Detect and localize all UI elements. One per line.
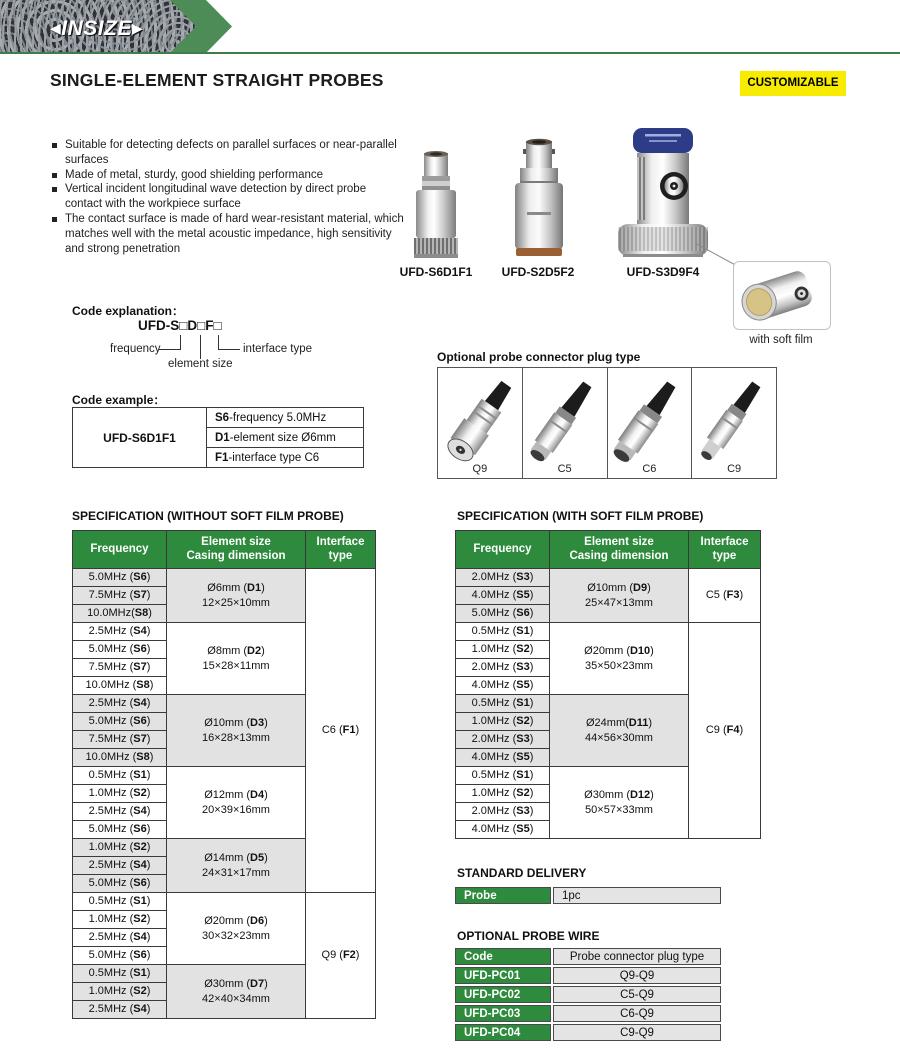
code-example-row: S6-frequency 5.0MHz [207,408,364,428]
diagram-line [218,335,219,349]
wire-row-plug-type: Q9-Q9 [553,967,721,984]
spec-frequency-cell: 2.5MHz (S4) [73,1001,167,1019]
spec-frequency-cell: 10.0MHz (S8) [73,677,167,695]
connector-plug-grid [437,367,777,479]
q9-connector-icon [432,369,527,474]
c6-connector-icon [601,372,690,473]
plug-label-c5: C5 [557,463,572,475]
spec-element-cell: Ø20mm (D6) 30×32×23mm [167,893,306,965]
wire-row-code: UFD-PC02 [455,986,551,1003]
plug-cell-q9 [438,368,523,478]
logo-text: INSIZE [61,17,132,40]
diagram-line [218,349,240,350]
spec-with-title: SPECIFICATION (WITH SOFT FILM PROBE) [457,509,704,523]
insize-logo [50,17,143,41]
features-list [52,138,404,256]
spec-frequency-cell: 1.0MHz (S2) [456,641,550,659]
spec-table-with-soft-film [455,530,761,839]
c5-connector-icon [516,372,605,473]
spec-frequency-cell: 7.5MHz (S7) [73,587,167,605]
spec-header-cell: Frequency [456,531,550,569]
spec-frequency-cell: 1.0MHz (S2) [456,713,550,731]
spec-frequency-cell: 5.0MHz (S6) [73,875,167,893]
spec-frequency-cell: 0.5MHz (S1) [73,893,167,911]
spec-element-cell: Ø8mm (D2) 15×28×11mm [167,623,306,695]
spec-frequency-cell: 5.0MHz (S6) [73,713,167,731]
spec-without-title: SPECIFICATION (WITHOUT SOFT FILM PROBE) [72,509,344,523]
code-example-row: D1-element size Ø6mm [207,428,364,448]
diagram-line [200,335,201,359]
wire-header-plug-type: Probe connector plug type [553,948,721,965]
spec-frequency-cell: 7.5MHz (S7) [73,731,167,749]
wire-row-code: UFD-PC01 [455,967,551,984]
spec-frequency-cell: 1.0MHz (S2) [456,785,550,803]
spec-frequency-cell: 4.0MHz (S5) [456,677,550,695]
probe-label-1: UFD-S6D1F1 [399,265,473,279]
code-explanation-title: Code explanation： [72,304,185,318]
code-example-row: F1-interface type C6 [207,448,364,468]
interface-type-label: interface type [243,343,313,355]
wire-row-code: UFD-PC04 [455,1024,551,1041]
spec-frequency-cell: 2.5MHz (S4) [73,929,167,947]
spec-frequency-cell: 0.5MHz (S1) [73,767,167,785]
spec-frequency-cell: 5.0MHz (S6) [73,569,167,587]
spec-element-cell: Ø10mm (D9) 25×47×13mm [550,569,689,623]
logo-right-arrow-icon: ▶ [131,20,144,36]
frequency-label: frequency [110,343,161,355]
delivery-item-value: 1pc [553,887,721,904]
wire-row-plug-type: C9-Q9 [553,1024,721,1041]
spec-element-cell: Ø30mm (D7) 42×40×34mm [167,965,306,1019]
spec-header-cell: Element size Casing dimension [167,531,306,569]
delivery-item-label: Probe [455,887,551,904]
connector-plug-title: Optional probe connector plug type [437,350,641,364]
spec-frequency-cell: 1.0MHz (S2) [73,839,167,857]
feature-item: Made of metal, sturdy, good shielding performance [52,168,404,183]
element-size-label: element size [168,358,233,370]
probe-label-2: UFD-S2D5F2 [501,265,575,279]
code-example-code: UFD-S6D1F1 [73,408,207,468]
probe-image-ufd-s6d1f1 [404,150,468,267]
spec-frequency-cell: 10.0MHz (S8) [73,749,167,767]
spec-frequency-cell: 4.0MHz (S5) [456,587,550,605]
spec-frequency-cell: 0.5MHz (S1) [456,695,550,713]
logo-left-arrow-icon: ◀ [50,20,62,36]
soft-film-caption: with soft film [749,334,813,346]
spec-element-cell: Ø12mm (D4) 20×39×16mm [167,767,306,839]
soft-film-image-box [733,261,831,330]
spec-frequency-cell: 2.0MHz (S3) [456,569,550,587]
spec-frequency-cell: 0.5MHz (S1) [456,767,550,785]
spec-frequency-cell: 0.5MHz (S1) [73,965,167,983]
spec-frequency-cell: 1.0MHz (S2) [73,785,167,803]
spec-interface-cell: C9 (F4) [689,623,761,839]
wire-header-code: Code [455,948,551,965]
spec-table-without-soft-film [72,530,376,1019]
plug-label-c9: C9 [727,463,742,475]
spec-frequency-cell: 5.0MHz (S6) [73,641,167,659]
wire-row-plug-type: C5-Q9 [553,986,721,1003]
code-example-title: Code example： [72,393,166,407]
standard-delivery-title: STANDARD DELIVERY [457,866,587,880]
spec-interface-cell: C6 (F1) [306,569,376,893]
spec-frequency-cell: 5.0MHz (S6) [456,605,550,623]
spec-element-cell: Ø30mm (D12) 50×57×33mm [550,767,689,839]
wire-row-code: UFD-PC03 [455,1005,551,1022]
spec-element-cell: Ø10mm (D3) 16×28×13mm [167,695,306,767]
diagram-line [180,335,181,349]
plug-cell-c9 [692,368,776,478]
spec-frequency-cell: 1.0MHz (S2) [73,911,167,929]
spec-frequency-cell: 1.0MHz (S2) [73,983,167,1001]
diagram-line [159,349,181,350]
spec-frequency-cell: 4.0MHz (S5) [456,821,550,839]
plug-label-q9: Q9 [472,463,488,475]
header-rule [0,52,900,54]
spec-element-cell: Ø24mm(D11) 44×56×30mm [550,695,689,767]
spec-frequency-cell: 2.0MHz (S3) [456,803,550,821]
spec-frequency-cell: 2.5MHz (S4) [73,803,167,821]
spec-header-cell: Frequency [73,531,167,569]
spec-element-cell: Ø20mm (D10) 35×50×23mm [550,623,689,695]
spec-frequency-cell: 2.0MHz (S3) [456,659,550,677]
wire-row-plug-type: C6-Q9 [553,1005,721,1022]
optional-wire-title: OPTIONAL PROBE WIRE [457,929,600,943]
probe-image-ufd-s2d5f2 [503,138,573,267]
plug-cell-c5 [523,368,608,478]
spec-frequency-cell: 2.5MHz (S4) [73,695,167,713]
probe-label-3: UFD-S3D9F4 [626,265,700,279]
code-pattern: UFD-S□D□F□ [138,318,222,333]
spec-frequency-cell: 2.0MHz (S3) [456,731,550,749]
feature-item: Vertical incident longitudinal wave detection by direct probe contact with the workpiece surface [52,182,404,212]
spec-element-cell: Ø6mm (D1) 12×25×10mm [167,569,306,623]
plug-label-c6: C6 [642,463,657,475]
spec-header-cell: Interface type [689,531,761,569]
spec-header-cell: Element size Casing dimension [550,531,689,569]
feature-item: The contact surface is made of hard wear-resistant material, which matches well with the metal acoustic impedance, high sensitivity and strong penetration [52,212,404,256]
spec-interface-cell: Q9 (F2) [306,893,376,1019]
page-title: SINGLE-ELEMENT STRAIGHT PROBES [50,70,384,90]
optional-wire-table [453,946,723,1043]
spec-frequency-cell: 0.5MHz (S1) [456,623,550,641]
spec-frequency-cell: 7.5MHz (S7) [73,659,167,677]
code-example-table [72,407,364,468]
standard-delivery-table [453,885,723,906]
spec-header-cell: Interface type [306,531,376,569]
spec-frequency-cell: 2.5MHz (S4) [73,857,167,875]
spec-frequency-cell: 4.0MHz (S5) [456,749,550,767]
spec-frequency-cell: 10.0MHz(S8) [73,605,167,623]
feature-item: Suitable for detecting defects on parallel surfaces or near-parallel surfaces [52,138,404,168]
plug-cell-c6 [608,368,693,478]
c9-connector-icon [686,372,775,473]
spec-interface-cell: C5 (F3) [689,569,761,623]
spec-element-cell: Ø14mm (D5) 24×31×17mm [167,839,306,893]
spec-frequency-cell: 5.0MHz (S6) [73,821,167,839]
customizable-badge: CUSTOMIZABLE [740,71,846,96]
spec-frequency-cell: 5.0MHz (S6) [73,947,167,965]
spec-frequency-cell: 2.5MHz (S4) [73,623,167,641]
